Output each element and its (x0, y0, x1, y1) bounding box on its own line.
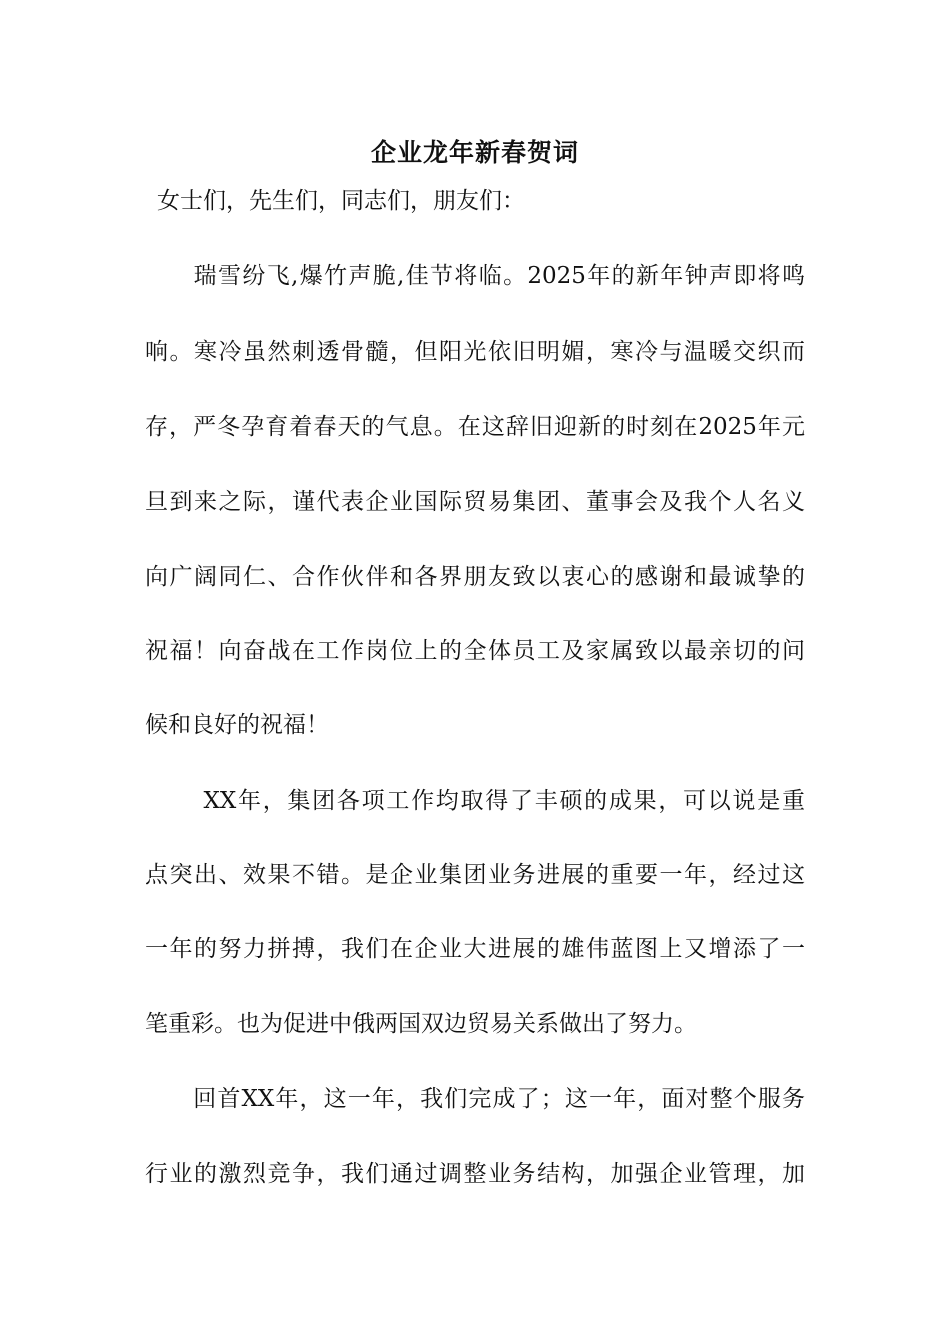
body-line: 瑞雪纷飞,爆竹声脆,佳节将临。2025年的新年钟声即将鸣 (145, 263, 805, 289)
body-line: 向广阔同仁、合作伙伴和各界朋友致以衷心的感谢和最诚挚的 (145, 564, 805, 590)
body-line: 祝福！向奋战在工作岗位上的全体员工及家属致以最亲切的问 (145, 638, 805, 664)
body-line: 响。寒冷虽然刺透骨髓，但阳光依旧明媚，寒冷与温暖交织而 (145, 339, 805, 365)
body-line: 回首XX年，这一年，我们完成了；这一年，面对整个服务 (145, 1086, 805, 1112)
body-line: 旦到来之际，谨代表企业国际贸易集团、董事会及我个人名义 (145, 489, 805, 515)
body-line: 候和良好的祝福！ (145, 712, 329, 738)
body-line: XX年，集团各项工作均取得了丰硕的成果，可以说是重 (145, 788, 805, 814)
body-line: 行业的激烈竞争，我们通过调整业务结构，加强企业管理，加 (145, 1161, 805, 1187)
salutation: 女士们，先生们，同志们，朋友们： (157, 188, 525, 214)
body-line: 点突出、效果不错。是企业集团业务进展的重要一年，经过这 (145, 862, 805, 888)
body-line: 笔重彩。也为促进中俄两国双边贸易关系做出了努力。 (145, 1011, 697, 1037)
body-line: 存，严冬孕育着春天的气息。在这辞旧迎新的时刻在2025年元 (145, 414, 805, 440)
body-line: 一年的努力拼搏，我们在企业大进展的雄伟蓝图上又增添了一 (145, 936, 805, 962)
document-title: 企业龙年新春贺词 (370, 138, 579, 167)
